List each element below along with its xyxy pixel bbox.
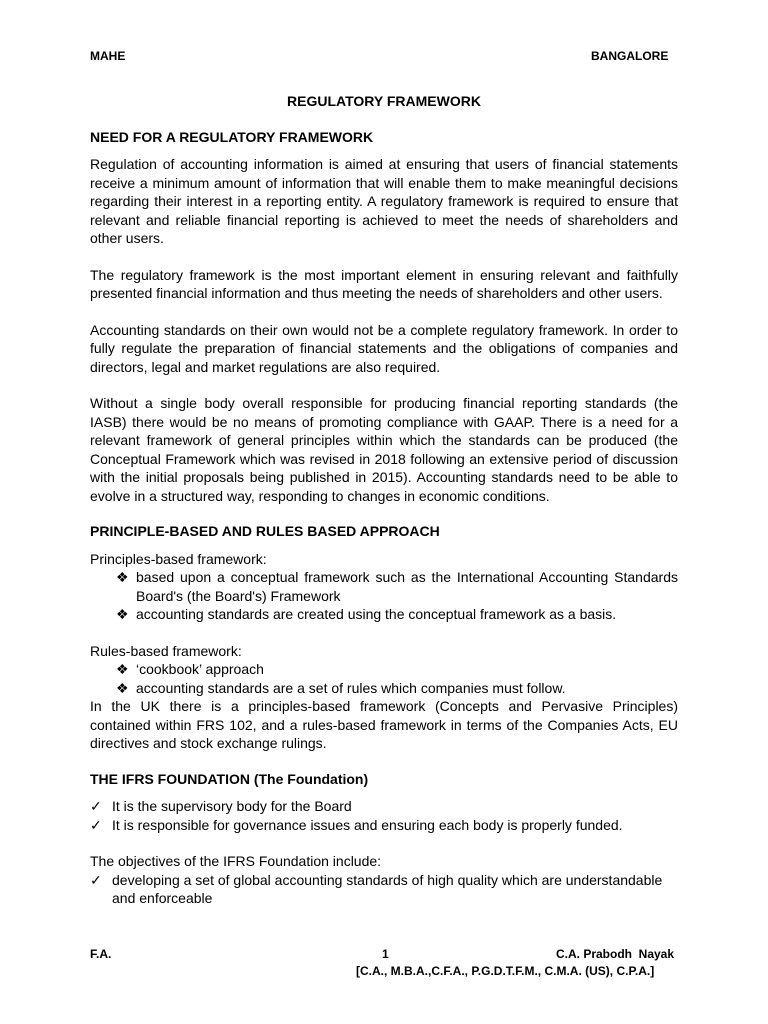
paragraph: Without a single body overall responsible for producing financial reporting standards (the IASB) there would be no means of promoting compliance with GAAP. There is a need for a relevant framework of general principles within which the standards can be produced (the Conceptual Framework which was revised in 2018 following an extensive period of discussion with the initial proposals being published in 2015). Accounting standards need to be able to evolve in a structured way, responding to changes in economic conditions. [90,395,678,504]
paragraph: In the UK there is a principles-based framework (Concepts and Pervasive Principles) contained within FRS 102, and a rules-based framework in terms of the Companies Acts, EU directives and stock exchange rulings. [90,698,678,751]
list-item-text: It is the supervisory body for the Board [112,798,352,814]
ifrs-list [90,797,678,834]
list-item [90,660,678,679]
page-title: REGULATORY FRAMEWORK [287,93,481,109]
list-item [90,816,678,835]
paragraph: Regulation of accounting information is aimed at ensuring that users of financial statements receive a minimum amount of information that will enable them to make meaningful decisions regarding their interest in a reporting entity. A regulatory framework is required to ensure that relevant and reliable financial reporting is achieved to meet the needs of shareholders and other users. [90,156,678,246]
rules-label: Rules-based framework: [90,642,242,659]
list-item [90,679,678,698]
diamond-bullet-icon: ❖ [116,569,129,585]
objectives-list [90,871,678,908]
list-item [90,797,678,816]
objectives-label: The objectives of the IFRS Foundation include: [90,853,382,869]
header-right: BANGALORE [591,49,669,63]
page-number: 1 [382,947,389,961]
list-item-text: accounting standards are a set of rules which companies must follow. [136,679,566,696]
diamond-bullet-icon: ❖ [116,679,129,696]
list-item [90,871,678,908]
list-item-text: It is responsible for governance issues and ensuring each body is properly funded. [112,816,623,833]
list-item-text: ‘cookbook’ approach [136,661,264,677]
header-left: MAHE [90,49,126,63]
paragraph: The regulatory framework is the most important element in ensuring relevant and faithfully presented financial information and thus meeting the needs of shareholders and other users. [90,266,678,301]
section-heading-approach: PRINCIPLE-BASED AND RULES BASED APPROACH [90,523,440,539]
diamond-bullet-icon: ❖ [116,606,129,622]
list-item-text: based upon a conceptual framework such as the International Accounting Standards Board's (the Board's) Framework [136,569,678,604]
checkmark-icon: ✓ [90,871,102,888]
section-heading-ifrs: THE IFRS FOUNDATION (The Foundation) [90,770,369,787]
checkmark-icon: ✓ [90,798,102,814]
footer-credentials: [C.A., M.B.A.,C.F.A., P.G.D.T.F.M., C.M.A. (US), C.P.A.] [356,964,655,978]
principles-list [90,568,678,624]
list-item [90,568,678,605]
list-item [90,605,678,624]
principles-label: Principles-based framework: [90,550,267,567]
document-body [90,92,678,908]
footer-author: C.A. Prabodh Nayak [556,947,675,961]
rules-list [90,660,678,697]
list-item-text: developing a set of global accounting standards of high quality which are understandable and enforceable [112,871,663,906]
list-item-text: accounting standards are created using the conceptual framework as a basis. [136,606,617,622]
paragraph: Accounting standards on their own would not be a complete regulatory framework. In order to fully regulate the preparation of financial statements and the obligations of companies and directors, legal and market regulations are also required. [90,321,678,375]
checkmark-icon: ✓ [90,816,102,833]
diamond-bullet-icon: ❖ [116,661,129,677]
section-heading-need: NEED FOR A REGULATORY FRAMEWORK [90,128,374,145]
footer-left: F.A. [90,947,112,961]
